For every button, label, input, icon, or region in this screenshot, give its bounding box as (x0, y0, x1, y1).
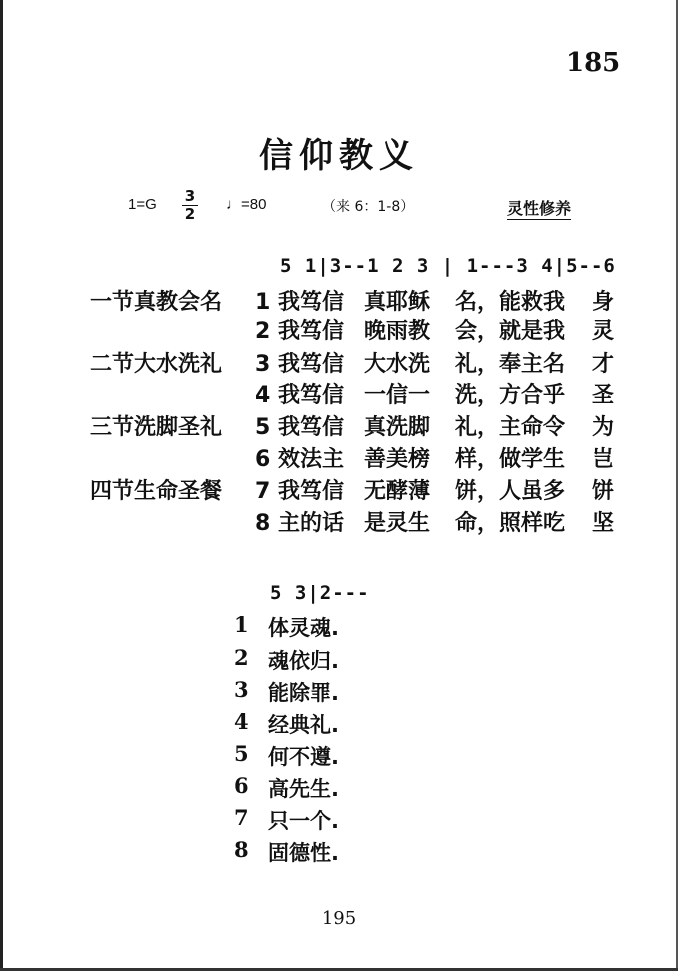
lyric-segment: 灵 (592, 319, 615, 344)
lyric-segment: 2 我笃信 (255, 319, 344, 344)
lyric-segment: 饼，人虽多 (455, 479, 566, 504)
ending-number: 3 (234, 677, 249, 702)
ending-number: 4 (234, 709, 249, 734)
ending-number: 2 (234, 645, 249, 670)
lyric-segment: 无酵薄 (364, 479, 431, 504)
lyric-segment: 才 (592, 352, 615, 377)
time-signature (182, 188, 198, 223)
lyric-segment: 真耶稣 (364, 290, 431, 315)
lyric-segment: 一信一 (364, 383, 431, 408)
ending-text: 何不遵. (268, 745, 339, 769)
notation-ending-line: 5 3|2--- (270, 582, 370, 604)
lyric-segment: 饼 (592, 479, 615, 504)
lyric-segment: 身 (592, 290, 615, 315)
lyric-segment: 1 我笃信 (255, 290, 344, 315)
notation-main-line: 5 1|3--1 2 3 | 1---3 4|5--6 (280, 255, 616, 277)
lyric-segment: 圣 (592, 383, 615, 408)
section-label: 三节洗脚圣礼 (90, 415, 223, 440)
time-signature-numerator: 3 (182, 188, 198, 206)
lyric-segment: 礼，奉主名 (455, 352, 566, 377)
section-label: 二节大水洗礼 (90, 352, 223, 377)
lyric-segment: 是灵生 (364, 511, 431, 536)
lyric-segment: 会，就是我 (455, 319, 566, 344)
ending-text: 体灵魂. (268, 616, 339, 640)
lyric-segment: 大水洗 (364, 352, 431, 377)
hymn-category: 灵性修养 (507, 199, 572, 218)
lyric-segment: 4 我笃信 (255, 383, 344, 408)
lyric-segment: 岂 (592, 447, 615, 472)
ending-number: 7 (234, 805, 249, 830)
page-number: 195 (321, 908, 357, 929)
scripture-reference: （来 6：1-8） (322, 199, 415, 215)
lyric-segment: 坚 (592, 511, 615, 536)
lyric-segment: 洗，方合乎 (455, 383, 566, 408)
ending-text: 固德性. (268, 841, 339, 865)
lyric-segment: 样，做学生 (455, 447, 566, 472)
ending-number: 8 (234, 837, 249, 862)
lyric-segment: 3 我笃信 (255, 352, 344, 377)
lyric-segment: 礼，主命令 (455, 415, 566, 440)
tempo-marking: ♩=80 (226, 196, 267, 213)
lyric-segment: 晚雨教 (364, 319, 431, 344)
ending-text: 只一个. (268, 809, 339, 833)
lyric-segment: 善美榜 (364, 447, 431, 472)
lyric-segment: 7 我笃信 (255, 479, 344, 504)
ending-text: 魂依归. (268, 649, 339, 673)
ending-text: 经典礼. (268, 713, 339, 737)
ending-number: 1 (234, 612, 249, 637)
time-signature-denominator: 2 (184, 205, 196, 223)
lyric-segment: 5 我笃信 (255, 415, 344, 440)
verse-row (80, 506, 640, 544)
section-label: 四节生命圣餐 (90, 479, 223, 504)
lyric-segment: 名，能救我 (455, 290, 566, 315)
section-label: 一节真教会名 (90, 290, 223, 315)
lyric-segment: 真洗脚 (364, 415, 431, 440)
key-signature: 1=G (128, 196, 157, 213)
hymn-number: 185 (566, 48, 621, 78)
lyric-segment: 8 主的话 (255, 511, 344, 536)
lyric-segment: 命，照样吃 (455, 511, 566, 536)
hymn-title: 信仰教义 (259, 136, 419, 176)
ending-number: 6 (234, 773, 249, 798)
ending-text: 高先生. (268, 777, 339, 801)
lyric-segment: 为 (592, 415, 615, 440)
ending-number: 5 (234, 741, 249, 766)
lyric-segment: 6 效法主 (255, 447, 344, 472)
ending-text: 能除罪. (268, 681, 339, 705)
